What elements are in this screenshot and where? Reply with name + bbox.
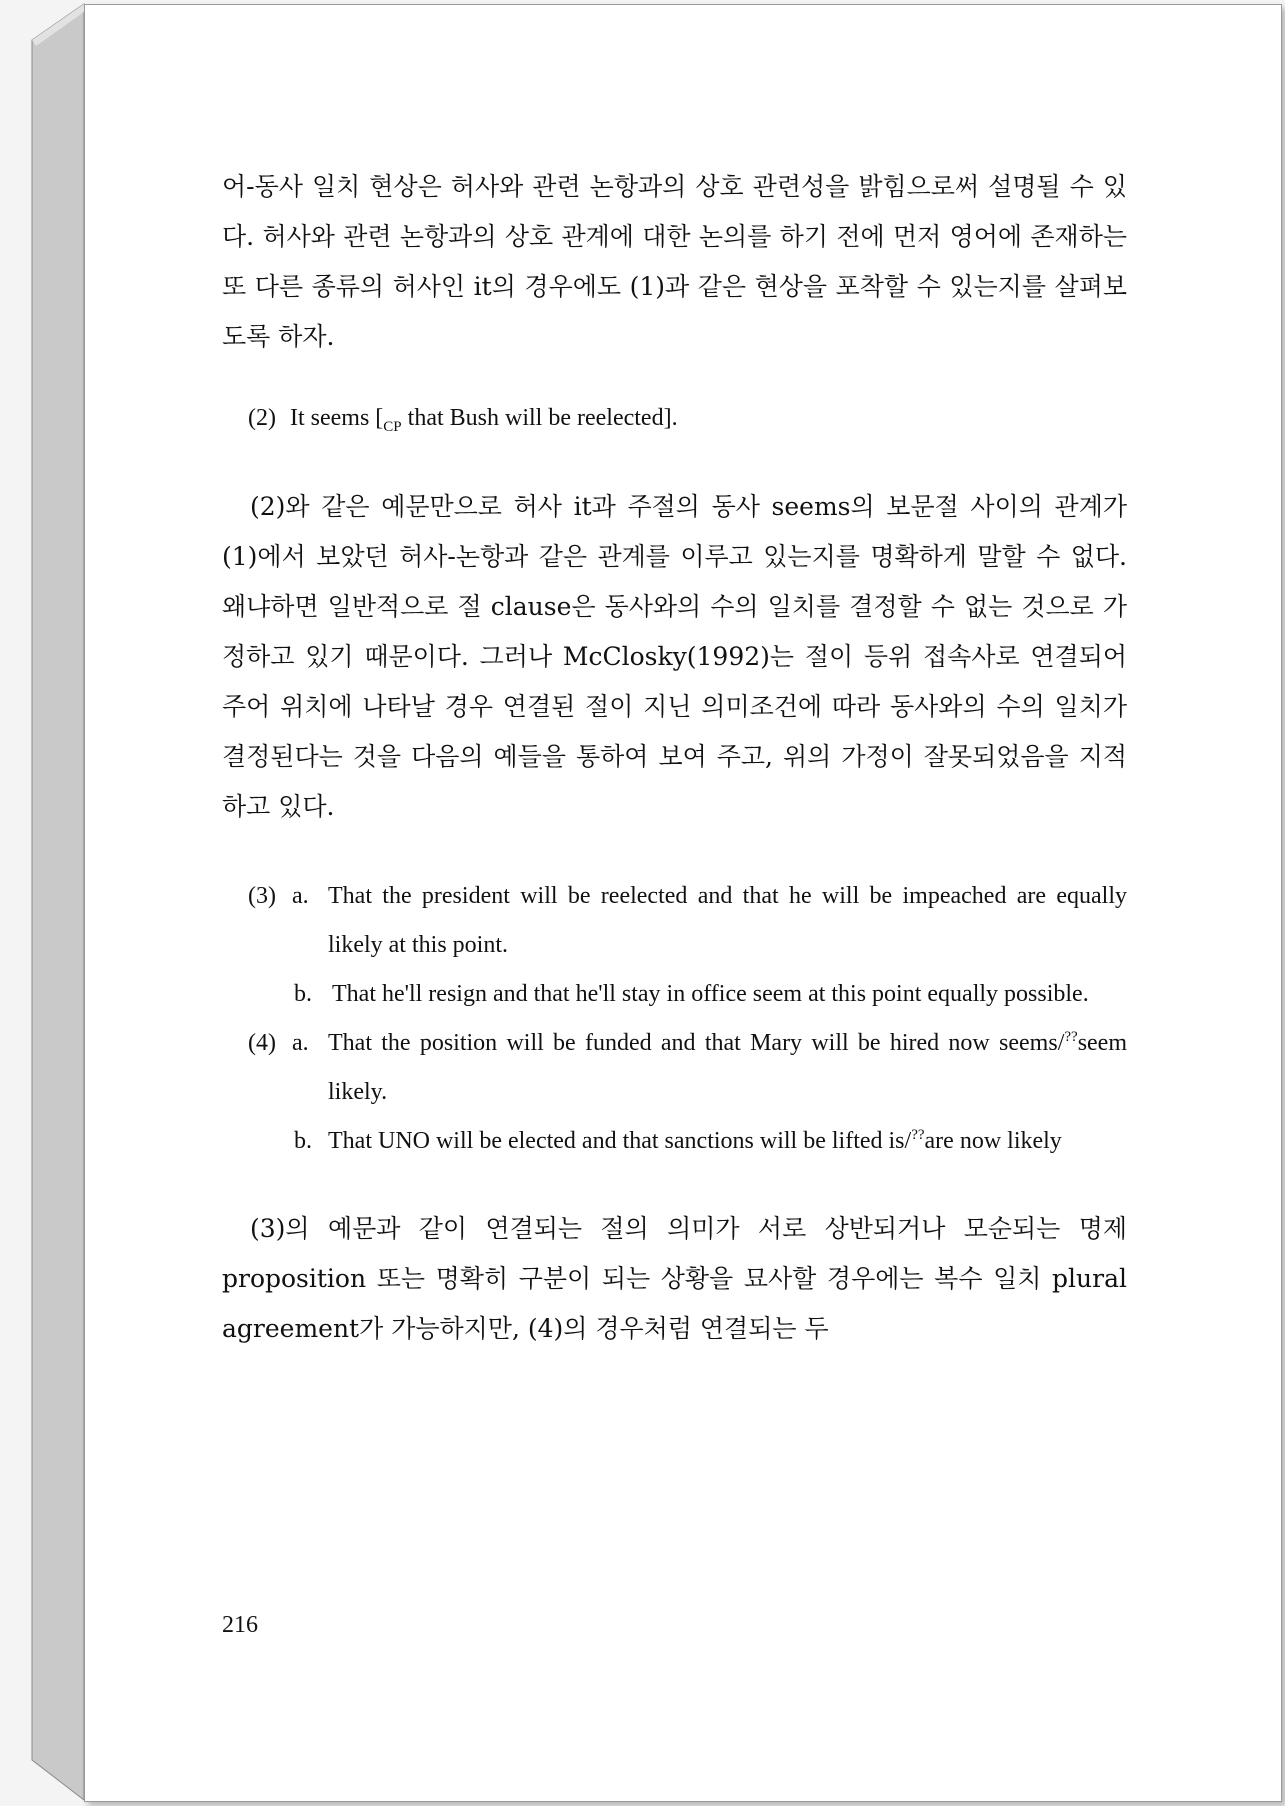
example-4a-label: a.	[292, 1029, 309, 1056]
example-3b-text: That he'll resign and that he'll stay in office seem at this point equally possible.	[332, 980, 1089, 1007]
example-4b-text-before: That UNO will be elected and that sanctions will be lifted is/	[328, 1127, 912, 1154]
example-4a-text	[328, 1019, 1127, 1117]
paragraph-2: (2)와 같은 예문만으로 허사 it과 주절의 동사 seems의 보문절 사이의 관계가 (1)에서 보았던 허사-논항과 같은 관계를 이루고 있는지를 명확하게 말할 수 없다. 왜냐하면 일반적으로 절 clause은 동사와의 수의 일치를 결정할 수 없는 것으로 가정하고 있기 때문이다. 그러나 McClosky(1992)는 절이 등위 접속사로 연결되어 주어 위치에 나타날 경우 연결된 절이 지닌 의미조건에 따라 동사와의 수의 일치가 결정된다는 것을 다음의 예들을 통하여 보여 주고, 위의 가정이 잘못되었음을 지적하고 있다.	[222, 491, 1127, 821]
example-4b-text-after: are now likely	[924, 1127, 1062, 1154]
example-3-number: (3)	[248, 882, 276, 909]
example-2-number: (2)	[248, 405, 276, 431]
example-4b-text	[328, 1117, 1127, 1166]
paragraph-3: (3)의 예문과 같이 연결되는 절의 의미가 서로 상반되거나 모순되는 명제 proposition 또는 명확히 구분이 되는 상황을 묘사할 경우에는 복수 일치 plural agreement가 가능하지만, (4)의 경우처럼 연결되는 두	[222, 1213, 1127, 1343]
example-2-text-before: It seems [	[289, 405, 384, 431]
example-4	[222, 1019, 1127, 1166]
book-edge	[0, 0, 90, 1806]
example-4b-mark: ??	[911, 1126, 925, 1143]
page-number: 216	[222, 1612, 258, 1638]
example-4b-label: b.	[294, 1127, 312, 1154]
example-3a-text: That the president will be reelected and that he will be impeached are equally likely at this point.	[328, 882, 1127, 958]
example-4a-text-before: That the position will be funded and that Mary will be hired now seems/	[328, 1029, 1065, 1056]
example-3b-label: b.	[294, 980, 312, 1007]
example-2-text-after: that Bush will be reelected].	[401, 405, 678, 431]
example-3a-label: a.	[292, 882, 309, 909]
page-body	[222, 162, 1127, 1354]
example-4a-text-after: seem likely.	[328, 1029, 1127, 1105]
example-3	[222, 872, 1127, 1019]
example-4-number: (4)	[248, 1029, 276, 1056]
paragraph-1: 어-동사 일치 현상은 허사와 관련 논항과의 상호 관련성을 밝힘으로써 설명될 수 있다. 허사와 관련 논항과의 상호 관계에 대한 논의를 하기 전에 먼저 영어에 존재하는 또 다른 종류의 허사인 it의 경우에도 (1)과 같은 현상을 포착할 수 있는지를 살펴보도록 하자.	[222, 172, 1127, 351]
example-2	[248, 394, 1127, 452]
example-4a-mark: ??	[1064, 1028, 1078, 1045]
example-2-subscript: CP	[383, 418, 402, 435]
